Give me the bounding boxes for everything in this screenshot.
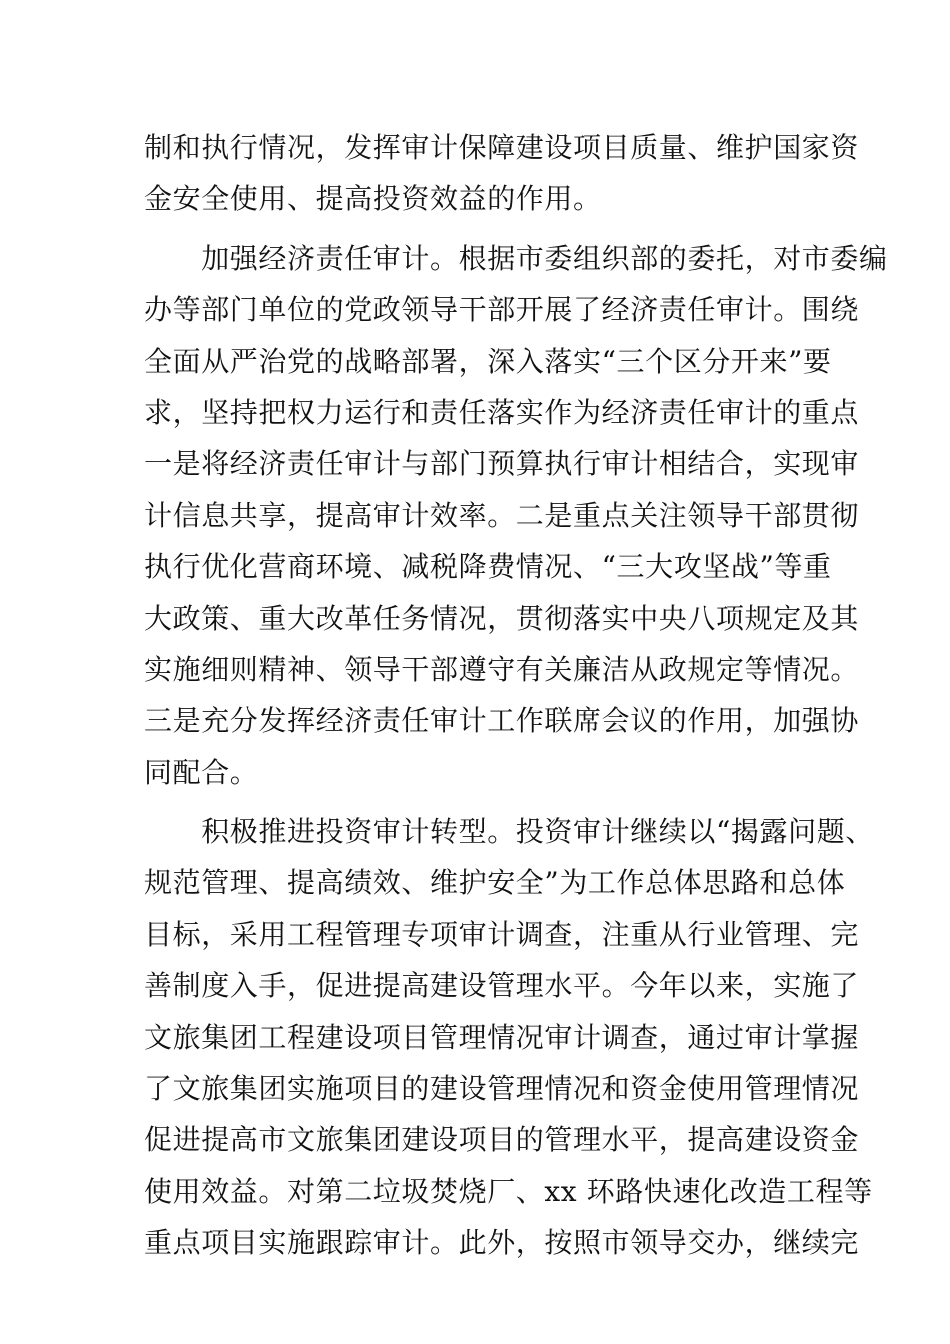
paragraph-line: 积极推进投资审计转型。投资审计继续以“揭露问题、: [144, 815, 874, 849]
paragraph-line: 办等部门单位的党政领导干部开展了经济责任审计。围绕: [144, 293, 860, 327]
paragraph-1: [144, 122, 860, 225]
paragraph-line: 文旅集团工程建设项目管理情况审计调查，通过审计掌握: [144, 1020, 860, 1054]
paragraph-line: 善制度入手，促进提高建设管理水平。今年以来，实施了: [144, 969, 860, 1003]
paragraph-line: 目标，采用工程管理专项审计调查，注重从行业管理、完: [144, 917, 860, 951]
paragraph-line: 计信息共享，提高审计效率。二是重点关注领导干部贯彻: [144, 498, 860, 532]
paragraph-line: 了文旅集团实施项目的建设管理情况和资金使用管理情况: [144, 1072, 860, 1106]
paragraph-line: 全面从严治党的战略部署，深入落实“三个区分开来”要: [144, 344, 832, 378]
paragraph-line: 三是充分发挥经济责任审计工作联席会议的作用，加强协: [144, 704, 860, 738]
paragraph-line: 执行优化营商环境、减税降费情况、“三大攻坚战”等重: [144, 550, 832, 584]
paragraph-line: 加强经济责任审计。根据市委组织部的委托，对市委编: [144, 241, 888, 275]
paragraph-2: [144, 233, 888, 798]
document-body: [144, 122, 888, 1269]
paragraph-line: 求，坚持把权力运行和责任落实作为经济责任审计的重点: [144, 395, 860, 429]
paragraph-3: [144, 806, 874, 1269]
paragraph-line: 重点项目实施跟踪审计。此外，按照市领导交办，继续完: [144, 1226, 860, 1260]
paragraph-line: 规范管理、提高绩效、维护安全”为工作总体思路和总体: [144, 866, 846, 900]
paragraph-line: 使用效益。对第二垃圾焚烧厂、xx 环路快速化改造工程等: [144, 1174, 873, 1208]
paragraph-line: 实施细则精神、领导干部遵守有关廉洁从政规定等情况。: [144, 652, 860, 686]
paragraph-line: 同配合。: [144, 755, 259, 789]
paragraph-line: 制和执行情况，发挥审计保障建设项目质量、维护国家资: [144, 131, 860, 164]
paragraph-line: 一是将经济责任审计与部门预算执行审计相结合，实现审: [144, 447, 860, 481]
paragraph-line: 大政策、重大改革任务情况，贯彻落实中央八项规定及其: [144, 601, 860, 635]
paragraph-line: 金安全使用、提高投资效益的作用。: [144, 182, 602, 216]
paragraph-line: 促进提高市文旅集团建设项目的管理水平，提高建设资金: [144, 1123, 860, 1157]
